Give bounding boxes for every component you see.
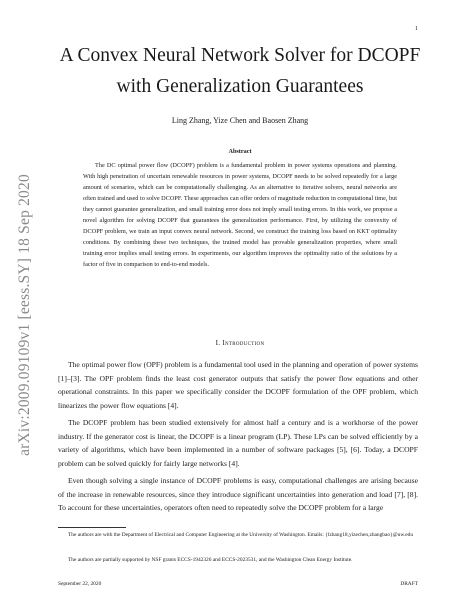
section-title: Introduction	[222, 339, 265, 347]
abstract-heading: Abstract	[228, 148, 252, 155]
section-heading	[40, 339, 440, 347]
page-number: 1	[415, 26, 418, 32]
footnote-funding: The authors are partially supported by NSF grants ECCS-1942326 and ECCS-2023531, and the Washington Clean Energy Institute.	[68, 557, 353, 563]
abstract-text: The DC optimal power flow (DCOPF) problem is a fundamental problem in power systems operations and planning. With high penetration of uncertain renewable resources in power systems, DCOPF needs to be solved repeatedly for a large amount of scenarios, which can be computationally challenging. As an alternative to iterative solvers, neural networks are often trained and used to solve DCOPF. These approaches can offer orders of magnitude reduction in computational time, but they cannot guarantee generalization, and small training error does not imply small testing errors. In this work, we propose a novel algorithm for solving DCOPF that guarantees the generalization performance. First, by utilizing the convexity of DCOPF problem, we train an input convex neural network. Second, we construct the training loss based on KKT optimality conditions. By combining these two techniques, the trained model has provable generalization properties, where small training error implies small testing errors. In experiments, our algorithm improves the optimality ratio of the solutions by a factor of five in comparison to end-to-end models.	[83, 162, 397, 268]
section-number: I.	[215, 339, 221, 347]
arxiv-identifier-stamp	[14, 145, 36, 485]
paper-title: A Convex Neural Network Solver for DCOPF with Generalization Guarantees	[59, 45, 421, 97]
footer-draft-label: DRAFT	[400, 581, 418, 587]
body-paragraph: The optimal power flow (OPF) problem is a fundamental tool used in the planning and operation of power systems [1]–[3]. The OPF problem finds the least cost generator outputs that satisfy the power flow equations and other operational constraints. In this paper we specifically consider the DCOPF formulation of the OPF problem, which linearizes the power flow equations [4].	[58, 360, 418, 410]
arxiv-identifier-text: arXiv:2009.09109v1 [eess.SY] 18 Sep 2020	[16, 174, 33, 456]
footnote-divider	[58, 527, 126, 528]
footnote-affiliation: The authors are with the Department of Electrical and Computer Engineering at the University of Washington. Emails: {lzhang18,yizechen,zhangbao}@uw.edu	[68, 532, 414, 538]
footer-date: September 22, 2020	[58, 581, 102, 587]
body-paragraph: The DCOPF problem has been studied extensively for almost half a century and is a workhorse of the power industry. If the generator cost is linear, the DCOPF is a linear program (LP). These LPs can be solved efficiently by a variety of algorithms, which have been implemented in a number of software packages [5], [6]. Today, a DCOPF problem can be solved quickly for fairly large networks [4].	[58, 418, 418, 468]
author-list: Ling Zhang, Yize Chen and Baosen Zhang	[171, 116, 309, 125]
body-paragraph: Even though solving a single instance of DCOPF problems is easy, computational challenges are arising because of the increase in renewable resources, since they introduce significant uncertainties into generation and load [7], [8]. To account for these uncertainties, operators often need to repeatedly solve the DCOPF problem for a large	[58, 476, 418, 513]
